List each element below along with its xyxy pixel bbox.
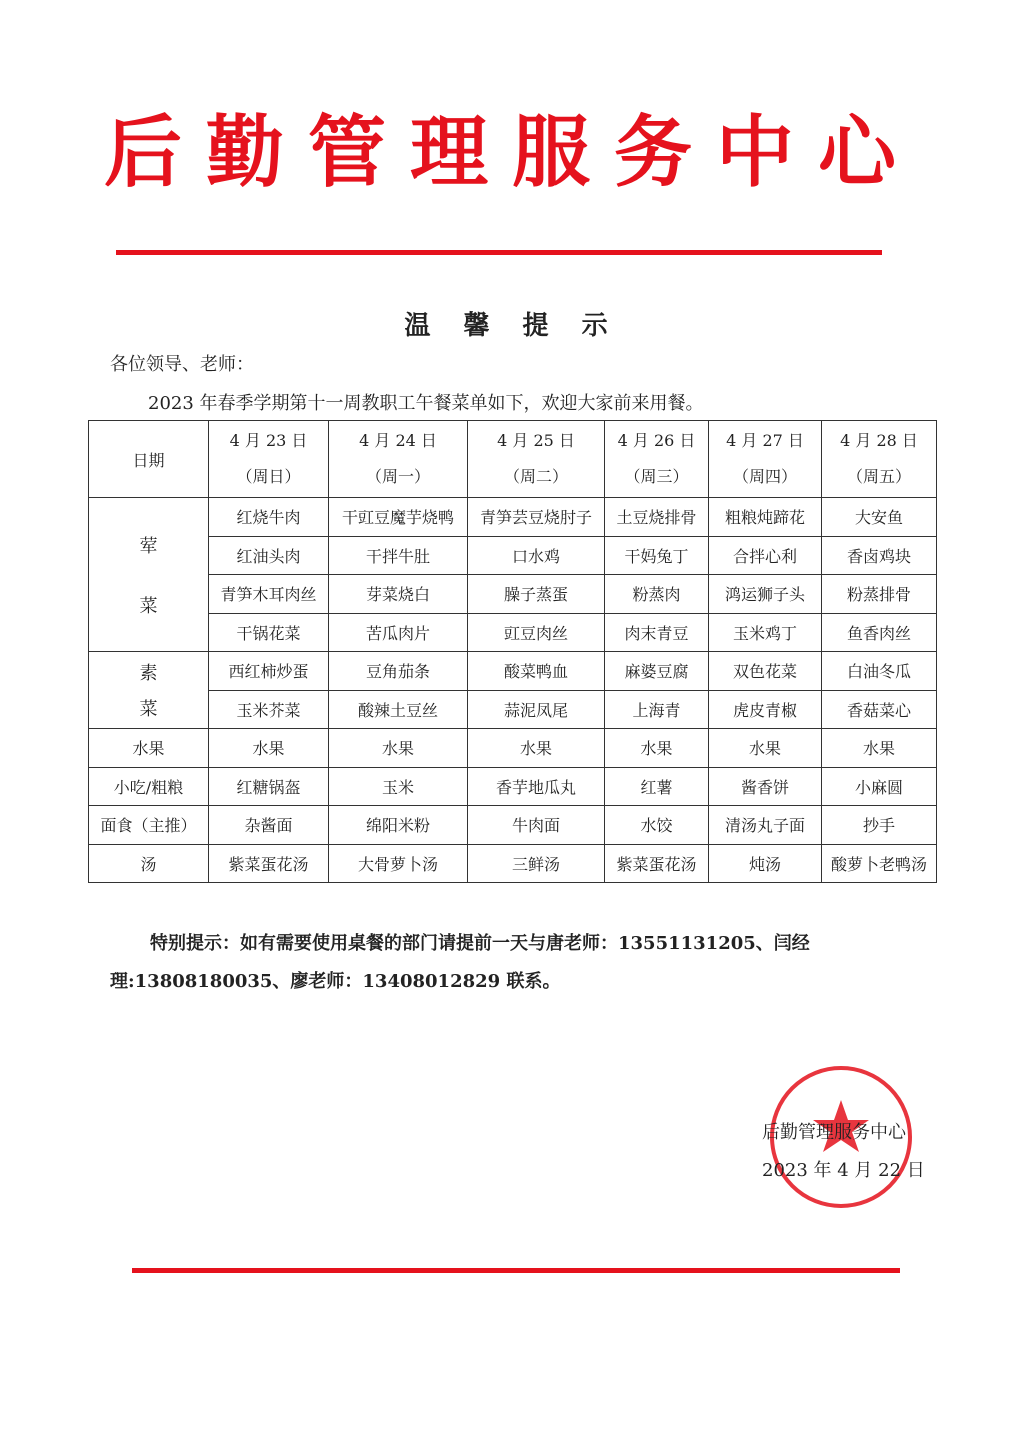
veg-dishes-label — [89, 652, 209, 729]
menu-cell: 紫菜蛋花汤 — [209, 844, 329, 883]
menu-cell: 臊子蒸蛋 — [468, 575, 605, 614]
table-row — [89, 690, 937, 729]
letterhead-title: 后勤管理服务中心 — [103, 107, 920, 198]
menu-cell: 红油头肉 — [209, 536, 329, 575]
menu-cell: 西红柿炒蛋 — [209, 652, 329, 691]
signature-org: 后勤管理服务中心 — [762, 1122, 906, 1143]
row-label: 水果 — [89, 729, 209, 768]
date-text: 4 月 25 日 — [497, 431, 575, 450]
menu-cell: 土豆烧排骨 — [605, 498, 709, 537]
menu-cell: 红糖锅盔 — [209, 767, 329, 806]
date-header: 日期 — [89, 421, 209, 498]
special-notice-line: 特别提示：如有需要使用桌餐的部门请提前一天与唐老师：13551131205、闫经 — [150, 933, 810, 954]
weekday-text: （周二） — [503, 467, 568, 486]
menu-cell: 粉蒸肉 — [605, 575, 709, 614]
date-text: 4 月 26 日 — [617, 431, 696, 450]
menu-cell: 紫菜蛋花汤 — [605, 844, 709, 883]
veg-label-char: 菜 — [139, 699, 158, 720]
menu-cell: 玉米芥菜 — [209, 690, 329, 729]
date-text: 4 月 23 日 — [229, 431, 308, 450]
date-cell — [822, 421, 937, 498]
letterhead-rule-bottom — [132, 1268, 900, 1273]
menu-cell: 干锅花菜 — [209, 613, 329, 652]
date-cell — [468, 421, 605, 498]
row-label: 汤 — [89, 844, 209, 883]
menu-cell: 合拌心利 — [709, 536, 822, 575]
notice-title: 温 馨 提 示 — [404, 311, 620, 341]
menu-cell: 玉米 — [329, 767, 468, 806]
signature-date: 2023 年 4 月 22 日 — [762, 1160, 925, 1181]
table-row — [89, 498, 937, 537]
menu-cell: 干妈兔丁 — [605, 536, 709, 575]
menu-cell: 芽菜烧白 — [329, 575, 468, 614]
menu-cell: 香芋地瓜丸 — [468, 767, 605, 806]
menu-cell: 红薯 — [605, 767, 709, 806]
row-label: 小吃/粗粮 — [89, 767, 209, 806]
table-row — [89, 729, 937, 768]
date-text: 4 月 24 日 — [359, 431, 437, 450]
weekday-text: （周三） — [624, 467, 689, 486]
menu-cell: 青笋木耳肉丝 — [209, 575, 329, 614]
date-cell — [605, 421, 709, 498]
weekday-text: （周日） — [236, 467, 301, 486]
table-row — [89, 421, 937, 498]
weekday-text: （周四） — [732, 467, 797, 486]
table-row — [89, 536, 937, 575]
menu-cell: 小麻圆 — [822, 767, 937, 806]
date-cell — [329, 421, 468, 498]
date-cell — [709, 421, 822, 498]
menu-cell: 蒜泥凤尾 — [468, 690, 605, 729]
weekday-text: （周五） — [846, 467, 911, 486]
menu-cell: 麻婆豆腐 — [605, 652, 709, 691]
menu-cell: 虎皮青椒 — [709, 690, 822, 729]
weekday-text: （周一） — [365, 467, 430, 486]
menu-cell: 水果 — [468, 729, 605, 768]
table-row — [89, 767, 937, 806]
table-row — [89, 575, 937, 614]
menu-cell: 三鲜汤 — [468, 844, 605, 883]
menu-cell: 水饺 — [605, 806, 709, 845]
menu-cell: 口水鸡 — [468, 536, 605, 575]
menu-cell: 绵阳米粉 — [329, 806, 468, 845]
menu-cell: 白油冬瓜 — [822, 652, 937, 691]
table-row — [89, 613, 937, 652]
menu-cell: 炖汤 — [709, 844, 822, 883]
menu-cell: 抄手 — [822, 806, 937, 845]
menu-cell: 双色花菜 — [709, 652, 822, 691]
meat-label-char: 菜 — [139, 595, 158, 617]
meat-dishes-label — [89, 498, 209, 652]
menu-cell: 苦瓜肉片 — [329, 613, 468, 652]
table-row — [89, 806, 937, 845]
menu-cell: 鱼香肉丝 — [822, 613, 937, 652]
menu-cell: 水果 — [605, 729, 709, 768]
special-notice-line: 理:13808180035、廖老师：13408012829 联系。 — [110, 971, 561, 992]
menu-cell: 上海青 — [605, 690, 709, 729]
menu-cell: 粉蒸排骨 — [822, 575, 937, 614]
table-row — [89, 844, 937, 883]
menu-cell: 玉米鸡丁 — [709, 613, 822, 652]
date-text: 4 月 27 日 — [726, 431, 804, 450]
menu-cell: 酸萝卜老鸭汤 — [822, 844, 937, 883]
menu-cell: 鸿运狮子头 — [709, 575, 822, 614]
menu-cell: 干拌牛肚 — [329, 536, 468, 575]
date-cell — [209, 421, 329, 498]
menu-cell: 大安鱼 — [822, 498, 937, 537]
salutation: 各位领导、老师： — [110, 354, 254, 375]
menu-cell: 大骨萝卜汤 — [329, 844, 468, 883]
menu-cell: 酸菜鸭血 — [468, 652, 605, 691]
menu-cell: 水果 — [329, 729, 468, 768]
menu-cell: 青笋芸豆烧肘子 — [468, 498, 605, 537]
date-text: 4 月 28 日 — [840, 431, 918, 450]
menu-cell: 清汤丸子面 — [709, 806, 822, 845]
menu-cell: 水果 — [709, 729, 822, 768]
menu-cell: 干豇豆魔芋烧鸭 — [329, 498, 468, 537]
table-row — [89, 652, 937, 691]
intro-text: 2023 年春季学期第十一周教职工午餐菜单如下，欢迎大家前来用餐。 — [148, 393, 704, 414]
special-notice — [110, 925, 870, 1001]
menu-cell: 肉末青豆 — [605, 613, 709, 652]
menu-cell: 酸辣土豆丝 — [329, 690, 468, 729]
menu-cell: 红烧牛肉 — [209, 498, 329, 537]
menu-cell: 豇豆肉丝 — [468, 613, 605, 652]
menu-cell: 香菇菜心 — [822, 690, 937, 729]
row-label: 面食（主推） — [89, 806, 209, 845]
menu-cell: 杂酱面 — [209, 806, 329, 845]
menu-table — [88, 420, 937, 883]
menu-cell: 水果 — [209, 729, 329, 768]
menu-cell: 牛肉面 — [468, 806, 605, 845]
menu-cell: 酱香饼 — [709, 767, 822, 806]
menu-cell: 水果 — [822, 729, 937, 768]
veg-label-char: 素 — [139, 663, 158, 684]
menu-cell: 粗粮炖蹄花 — [709, 498, 822, 537]
menu-cell: 豆角茄条 — [329, 652, 468, 691]
letterhead-rule-top — [116, 250, 882, 255]
menu-cell: 香卤鸡块 — [822, 536, 937, 575]
meat-label-char: 荤 — [139, 535, 158, 557]
